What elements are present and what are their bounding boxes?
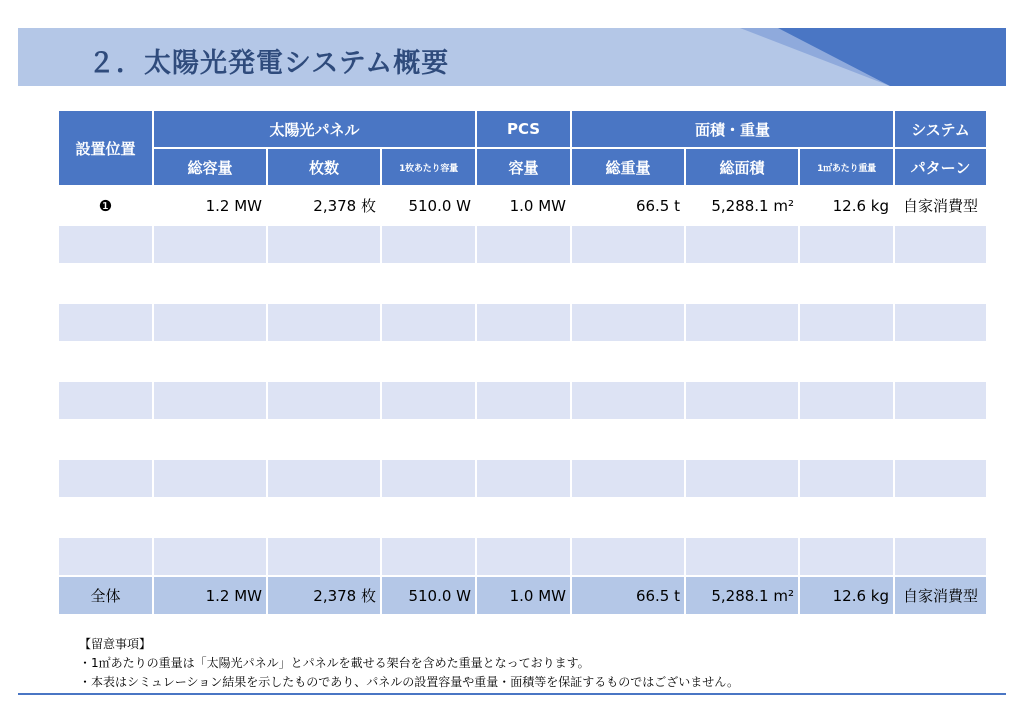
empty-cell (381, 459, 476, 498)
cell-total-capacity: 1.2 MW (153, 186, 267, 225)
header-pcs-group: PCS (476, 110, 571, 148)
empty-row (58, 264, 987, 303)
empty-cell (153, 303, 267, 342)
empty-cell (476, 342, 571, 381)
cell-pcs-capacity: 1.0 MW (476, 186, 571, 225)
empty-cell (476, 537, 571, 576)
total-weight-per-m2: 12.6 kg (799, 576, 894, 615)
cell-total-area: 5,288.1 m² (685, 186, 799, 225)
notes-line-1: ・1㎡あたりの重量は「太陽光パネル」とパネルを載せる架台を含めた重量となっております。 (79, 656, 590, 670)
empty-cell (267, 342, 381, 381)
empty-cell (153, 420, 267, 459)
header-panel-group: 太陽光パネル (153, 110, 476, 148)
empty-cell (267, 264, 381, 303)
empty-cell (153, 342, 267, 381)
system-spec-table (57, 109, 988, 616)
cell-pattern: 自家消費型 (894, 186, 987, 225)
empty-cell (799, 225, 894, 264)
empty-cell (799, 381, 894, 420)
table-row (58, 186, 987, 225)
empty-cell (571, 498, 685, 537)
empty-row (58, 537, 987, 576)
empty-row (58, 420, 987, 459)
cell-weight-per-m2: 12.6 kg (799, 186, 894, 225)
empty-cell (571, 342, 685, 381)
header-location: 設置位置 (58, 110, 153, 186)
empty-cell (381, 420, 476, 459)
cell-per-panel-capacity: 510.0 W (381, 186, 476, 225)
empty-cell (894, 264, 987, 303)
empty-cell (799, 264, 894, 303)
notes-heading: 【留意事項】 (79, 637, 152, 651)
empty-cell (476, 264, 571, 303)
total-pcs-capacity: 1.0 MW (476, 576, 571, 615)
empty-cell (685, 537, 799, 576)
empty-cell (894, 381, 987, 420)
empty-cell (381, 303, 476, 342)
header-weight-per-m2: 1㎡あたり重量 (799, 148, 894, 186)
empty-cell (58, 498, 153, 537)
empty-cell (381, 381, 476, 420)
footer-divider (18, 693, 1006, 695)
empty-row (58, 342, 987, 381)
empty-cell (58, 264, 153, 303)
empty-cell (685, 264, 799, 303)
empty-cell (58, 225, 153, 264)
total-total-capacity: 1.2 MW (153, 576, 267, 615)
empty-cell (571, 225, 685, 264)
empty-cell (381, 537, 476, 576)
header-system-group: システム (894, 110, 987, 148)
cell-total-weight: 66.5 t (571, 186, 685, 225)
empty-cell (476, 381, 571, 420)
empty-cell (894, 498, 987, 537)
empty-cell (571, 381, 685, 420)
header-pcs-capacity: 容量 (476, 148, 571, 186)
header-total-weight: 総重量 (571, 148, 685, 186)
empty-cell (685, 342, 799, 381)
empty-cell (685, 420, 799, 459)
empty-cell (267, 459, 381, 498)
empty-row (58, 381, 987, 420)
empty-cell (685, 381, 799, 420)
empty-cell (571, 264, 685, 303)
notes-line-2: ・本表はシミュレーション結果を示したものであり、パネルの設置容量や重量・面積等を保証するものではございません。 (79, 675, 740, 689)
page-title: ２．太陽光発電システム概要 (88, 48, 450, 79)
empty-cell (58, 537, 153, 576)
cell-count: 2,378 枚 (267, 186, 381, 225)
empty-cell (58, 381, 153, 420)
header-total-area: 総面積 (685, 148, 799, 186)
header-pattern: パターン (894, 148, 987, 186)
empty-cell (799, 537, 894, 576)
empty-cell (153, 498, 267, 537)
empty-cell (476, 459, 571, 498)
empty-cell (153, 225, 267, 264)
empty-cell (381, 225, 476, 264)
empty-cell (476, 225, 571, 264)
empty-cell (799, 498, 894, 537)
empty-cell (685, 225, 799, 264)
empty-cell (153, 381, 267, 420)
total-count: 2,378 枚 (267, 576, 381, 615)
total-row (58, 576, 987, 615)
empty-cell (267, 303, 381, 342)
empty-row (58, 498, 987, 537)
header-count: 枚数 (267, 148, 381, 186)
empty-cell (894, 225, 987, 264)
empty-cell (381, 342, 476, 381)
empty-cell (571, 303, 685, 342)
empty-cell (267, 537, 381, 576)
empty-cell (476, 420, 571, 459)
header-area-group: 面積・重量 (571, 110, 894, 148)
notes-section (79, 635, 739, 692)
empty-cell (476, 498, 571, 537)
empty-row (58, 303, 987, 342)
empty-cell (571, 537, 685, 576)
header-per-panel-capacity: 1枚あたり容量 (381, 148, 476, 186)
empty-cell (571, 459, 685, 498)
empty-cell (799, 342, 894, 381)
empty-cell (476, 303, 571, 342)
empty-cell (381, 498, 476, 537)
empty-cell (894, 342, 987, 381)
empty-cell (799, 303, 894, 342)
empty-cell (894, 303, 987, 342)
empty-cell (799, 420, 894, 459)
empty-cell (267, 225, 381, 264)
empty-cell (571, 420, 685, 459)
empty-cell (58, 420, 153, 459)
total-location: 全体 (58, 576, 153, 615)
empty-cell (58, 303, 153, 342)
empty-cell (153, 264, 267, 303)
empty-cell (267, 498, 381, 537)
header-total-capacity: 総容量 (153, 148, 267, 186)
cell-location: ❶ (58, 186, 153, 225)
empty-cell (799, 459, 894, 498)
empty-cell (685, 498, 799, 537)
empty-cell (153, 537, 267, 576)
empty-cell (894, 459, 987, 498)
empty-cell (381, 264, 476, 303)
empty-cell (894, 537, 987, 576)
total-pattern: 自家消費型 (894, 576, 987, 615)
empty-row (58, 225, 987, 264)
total-total-weight: 66.5 t (571, 576, 685, 615)
empty-cell (58, 459, 153, 498)
empty-row (58, 459, 987, 498)
empty-cell (267, 420, 381, 459)
empty-cell (153, 459, 267, 498)
total-total-area: 5,288.1 m² (685, 576, 799, 615)
total-per-panel-capacity: 510.0 W (381, 576, 476, 615)
empty-cell (685, 303, 799, 342)
empty-cell (267, 381, 381, 420)
empty-cell (685, 459, 799, 498)
empty-cell (894, 420, 987, 459)
empty-cell (58, 342, 153, 381)
header-row-sub (58, 148, 987, 186)
header-row-top (58, 110, 987, 148)
